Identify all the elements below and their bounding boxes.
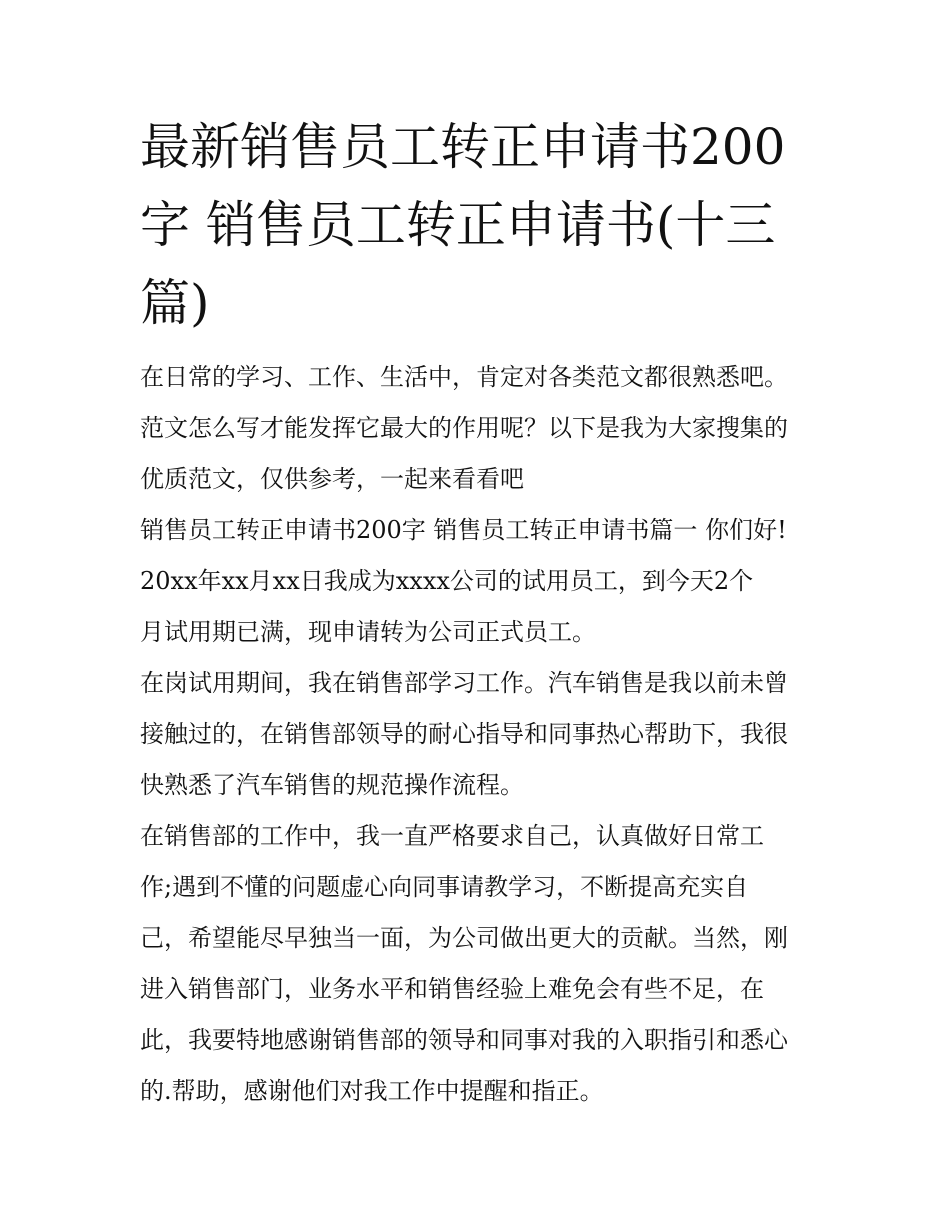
body-line: 在日常的学习、工作、生活中，肯定对各类范文都很熟悉吧。 [140, 363, 788, 391]
body-line: 在销售部的工作中，我一直严格要求自己，认真做好日常工 [140, 822, 764, 850]
document-title [140, 108, 820, 342]
body-line: 优质范文，仅供参考，一起来看看吧 [140, 465, 524, 493]
document-body [140, 352, 830, 1117]
body-line: 在岗试用期间，我在销售部学习工作。汽车销售是我以前未曾 [140, 669, 788, 697]
body-line: 接触过的，在销售部领导的耐心指导和同事热心帮助下，我很 [140, 720, 788, 748]
body-line: 己，希望能尽早独当一面，为公司做出更大的贡献。当然，刚 [140, 924, 788, 952]
body-line: 此，我要特地感谢销售部的领导和同事对我的入职指引和悉心 [140, 1026, 788, 1054]
body-line: 20xx年xx月xx日我成为xxxx公司的试用员工，到今天2个 [140, 567, 754, 595]
body-line: 范文怎么写才能发挥它最大的作用呢？以下是我为大家搜集的 [140, 414, 788, 442]
body-line: 作;遇到不懂的问题虚心向同事请教学习，不断提高充实自 [140, 873, 749, 901]
body-line: 进入销售部门，业务水平和销售经验上难免会有些不足，在 [140, 975, 764, 1003]
title-line: 最新销售员工转正申请书200 [140, 118, 786, 176]
body-line: 销售员工转正申请书200字 销售员工转正申请书篇一 你们好! [140, 516, 787, 544]
body-line: 月试用期已满，现申请转为公司正式员工。 [140, 618, 596, 646]
title-line: 字 销售员工转正申请书(十三 [140, 196, 776, 254]
body-line: 的.帮助，感谢他们对我工作中提醒和指正。 [140, 1077, 604, 1105]
title-line: 篇) [140, 274, 210, 332]
body-line: 快熟悉了汽车销售的规范操作流程。 [140, 771, 524, 799]
